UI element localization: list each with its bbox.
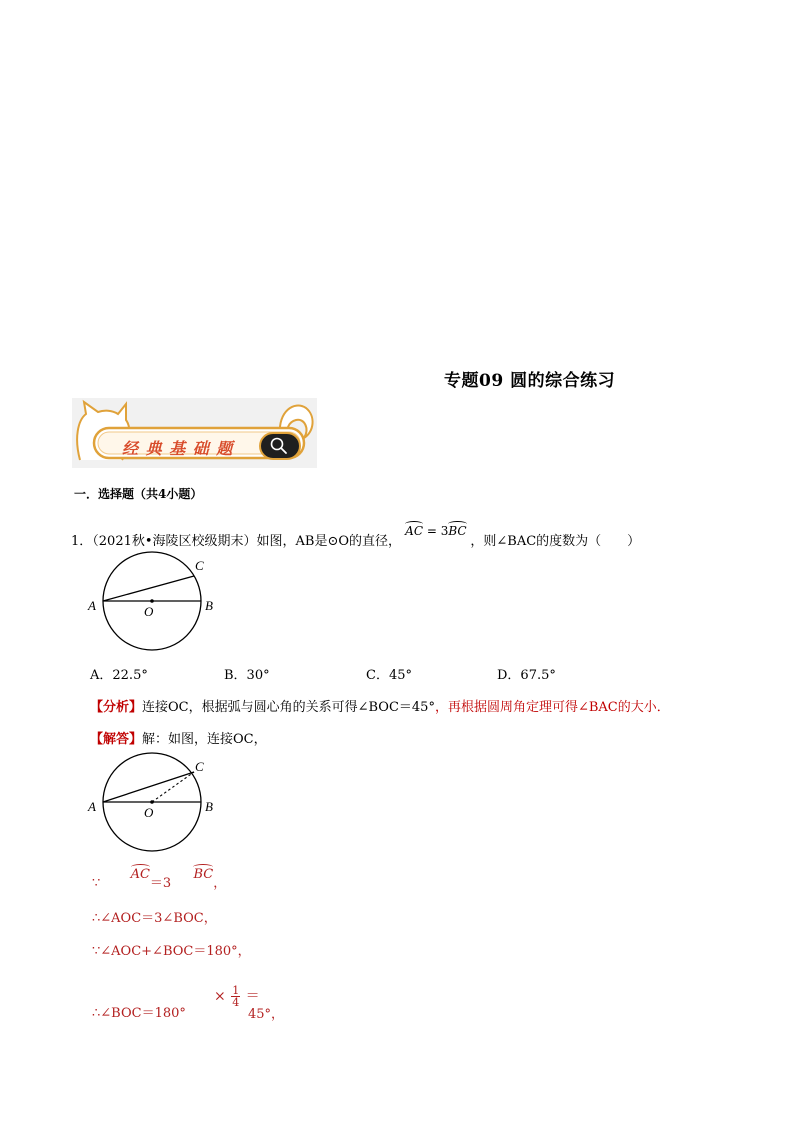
analysis-text-red: ，再根据圆周角定理可得∠BAC的大小． [434, 700, 670, 715]
equals-three: = 3 [423, 524, 449, 538]
chord-ac [103, 772, 194, 802]
section-heading: 一．选择题（共4小题） [74, 487, 203, 501]
label-o: O [144, 805, 154, 820]
step1-eq3: ＝3 [149, 876, 172, 891]
center-point [150, 800, 154, 804]
label-c: C [195, 558, 204, 573]
step-2: ∴∠AOC＝3∠BOC， [92, 911, 217, 926]
question-prefix: 1．（2021秋•海陵区校级期末）如图，AB是⊙O的直径， [71, 534, 402, 549]
fraction-numerator: 1 [232, 984, 240, 997]
step1-arc-bc: BC [193, 867, 214, 882]
because-symbol: ∵ [92, 876, 101, 891]
equals-symbol: ＝ [245, 988, 260, 1005]
circle-figure-2 [86, 751, 226, 861]
arc-equation [405, 524, 470, 538]
label-b: B [205, 799, 213, 814]
analysis-line [90, 696, 670, 715]
answer-line [90, 728, 267, 747]
center-point [150, 599, 154, 603]
analysis-text-dark: 连接OC，根据弧与圆心角的关系可得∠BOC＝45° [142, 700, 435, 715]
banner-classic-basics [72, 398, 317, 468]
step1-arc-ac: AC [130, 867, 150, 882]
choice-c[interactable]: C．45° [366, 668, 412, 683]
step-1 [92, 867, 227, 891]
label-a: A [88, 799, 96, 814]
circle-figure-1 [86, 550, 226, 660]
choice-a[interactable]: A．22.5° [90, 668, 148, 683]
times-symbol: × [214, 988, 226, 1005]
label-o: O [144, 604, 154, 619]
answer-tag: 【解答】 [90, 732, 143, 747]
analysis-tag: 【分析】 [90, 700, 143, 715]
label-b: B [205, 598, 213, 613]
answer-text: 解：如图，连接OC， [142, 732, 267, 747]
step-4-left: ∴∠BOC＝180° [92, 1006, 186, 1021]
banner-label: 经 典 基 础 题 [122, 439, 234, 458]
fraction-denominator: 4 [232, 996, 240, 1009]
fraction-one-quarter [231, 985, 240, 1008]
segment-oc-dashed [152, 772, 194, 802]
arc-bc: BC [448, 524, 467, 538]
label-c: C [195, 759, 204, 774]
chord-ac [103, 576, 194, 601]
arc-ac: AC [405, 524, 424, 538]
page-title: 专题09 圆的综合练习 [444, 371, 616, 391]
choice-b[interactable]: B．30° [224, 668, 270, 683]
step-4-right: 45°， [248, 1007, 285, 1022]
question-suffix: ，则∠BAC的度数为（ ） [470, 534, 641, 549]
step1-comma: ， [213, 876, 227, 891]
label-a: A [88, 598, 96, 613]
step-3: ∵∠AOC+∠BOC＝180°， [92, 944, 251, 959]
choice-d[interactable]: D．67.5° [497, 668, 556, 683]
question-1-stem [71, 524, 641, 549]
